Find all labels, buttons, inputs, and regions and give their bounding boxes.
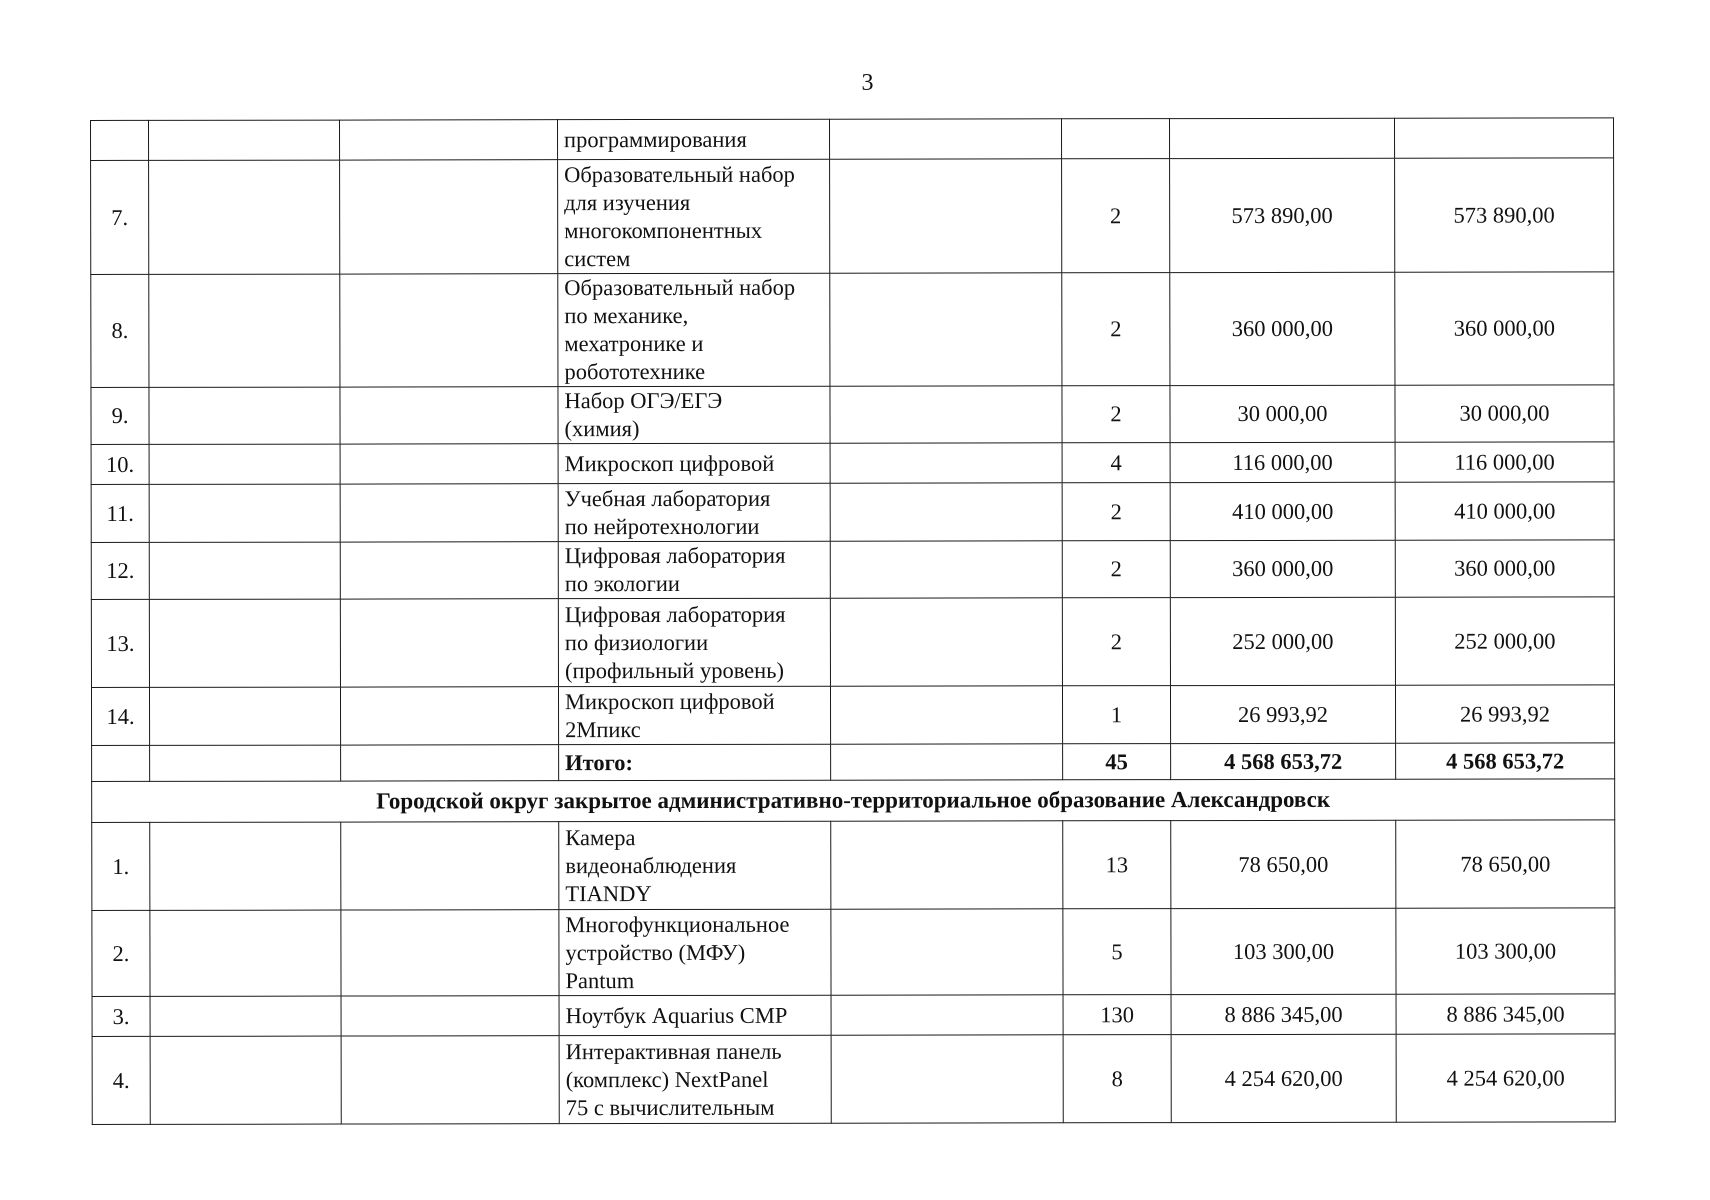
cell-qty: 8 <box>1063 1035 1171 1123</box>
table-row <box>91 442 1614 485</box>
table-row <box>91 685 1614 746</box>
cell-empty <box>340 599 558 687</box>
cell-name <box>559 821 831 909</box>
cell-name-line: по механике, <box>564 302 689 329</box>
table-row <box>91 272 1614 388</box>
cell-empty <box>150 822 341 910</box>
cell-sum: 116 000,00 <box>1395 442 1614 482</box>
cell-empty <box>831 995 1063 1035</box>
cell-sum: 252 000,00 <box>1395 597 1614 685</box>
cell-name-line: Учебная лаборатория <box>564 485 771 511</box>
cell-name-line: многокомпонентных <box>564 217 763 243</box>
cell-empty <box>340 160 558 274</box>
cell-name-line: мехатронике и <box>564 330 704 357</box>
table-row <box>91 385 1614 445</box>
table-row <box>92 820 1615 911</box>
cell-num <box>91 120 149 160</box>
cell-qty: 4 <box>1062 443 1170 483</box>
cell-empty <box>830 598 1062 686</box>
cell-num: 13. <box>91 599 149 687</box>
cell-sum <box>1394 118 1613 158</box>
cell-qty: 2 <box>1062 598 1170 686</box>
cell-name-line: по физиологии <box>564 629 709 655</box>
cell-price: 103 300,00 <box>1171 908 1396 994</box>
cell-name-line: 2Мпикс <box>565 716 641 742</box>
cell-qty: 2 <box>1062 159 1170 273</box>
section-title: Городской округ закрытое административно-территориальное образование Александровск <box>92 779 1615 823</box>
cell-empty <box>150 910 341 996</box>
cell-name-line: робототехнике <box>564 358 706 385</box>
cell-name <box>558 686 830 744</box>
cell-price: 410 000,00 <box>1170 482 1395 540</box>
cell-name-line: по экологии <box>564 570 680 597</box>
cell-price: 4 254 620,00 <box>1171 1034 1396 1122</box>
cell-empty <box>830 443 1062 483</box>
cell-empty <box>830 541 1062 598</box>
cell-num: 9. <box>91 387 149 444</box>
cell-name-line: (комплекс) NextPanel <box>565 1066 769 1092</box>
cell-price: 8 886 345,00 <box>1171 994 1396 1034</box>
cell-name-line: Pantum <box>565 967 635 993</box>
cell-empty <box>829 119 1061 159</box>
cell-empty <box>149 387 340 444</box>
cell-empty <box>150 745 341 781</box>
cell-empty <box>149 274 340 387</box>
cell-name: программирования <box>558 119 830 159</box>
table-row <box>92 908 1615 997</box>
cell-num: 14. <box>91 687 149 745</box>
cell-empty <box>341 996 559 1036</box>
cell-empty <box>830 483 1062 541</box>
cell-name-line: TIANDY <box>565 880 652 906</box>
cell-price: 360 000,00 <box>1170 272 1395 385</box>
cell-qty: 1 <box>1062 686 1170 744</box>
cell-sum: 103 300,00 <box>1396 908 1615 994</box>
cell-qty <box>1061 119 1169 159</box>
cell-empty <box>341 745 559 781</box>
cell-num: 2. <box>92 910 150 996</box>
cell-name-line: Микроскоп цифровой <box>564 450 775 476</box>
cell-empty <box>149 687 340 745</box>
cell-sum: 360 000,00 <box>1395 540 1614 597</box>
cell-qty: 5 <box>1063 909 1171 995</box>
cell-empty <box>831 909 1063 995</box>
cell-name-line: Цифровая лаборатория <box>564 542 786 569</box>
cell-price: 30 000,00 <box>1170 385 1395 442</box>
cell-sum: 360 000,00 <box>1395 272 1614 385</box>
cell-name-line: Микроскоп цифровой <box>564 688 775 714</box>
cell-name-line: (химия) <box>564 416 640 442</box>
cell-empty <box>340 120 558 160</box>
page-number: 3 <box>861 70 874 96</box>
cell-name <box>559 1035 831 1123</box>
cell-name <box>559 995 831 1035</box>
table-row <box>91 482 1614 543</box>
cell-empty <box>149 120 340 160</box>
cell-empty <box>831 1035 1063 1123</box>
cell-sum: 78 650,00 <box>1396 820 1615 908</box>
cell-name <box>558 598 830 686</box>
cell-name-line: Цифровая лаборатория <box>564 601 786 627</box>
cell-empty <box>149 444 340 484</box>
cell-num: 12. <box>91 542 149 599</box>
equipment-table <box>90 117 1616 1125</box>
cell-empty <box>149 599 340 687</box>
cell-empty <box>92 745 150 781</box>
cell-sum: 4 254 620,00 <box>1396 1034 1615 1122</box>
table-row <box>91 158 1614 275</box>
cell-name-line: Набор ОГЭ/ЕГЭ <box>564 387 723 414</box>
total-price: 4 568 653,72 <box>1171 743 1396 779</box>
cell-price <box>1169 118 1394 158</box>
cell-num: 4. <box>92 1036 150 1124</box>
cell-empty <box>831 821 1063 909</box>
cell-qty: 2 <box>1062 386 1170 443</box>
cell-empty <box>341 910 559 996</box>
cell-name <box>558 541 830 598</box>
cell-empty <box>830 686 1062 744</box>
cell-sum: 8 886 345,00 <box>1396 994 1615 1034</box>
cell-sum: 30 000,00 <box>1395 385 1614 442</box>
table-row <box>91 597 1614 688</box>
cell-sum: 410 000,00 <box>1395 482 1614 540</box>
cell-empty <box>340 542 558 599</box>
cell-price: 360 000,00 <box>1170 540 1395 597</box>
cell-empty <box>150 996 341 1036</box>
cell-name-line: устройство (МФУ) <box>565 939 746 965</box>
cell-name <box>558 273 830 386</box>
table-row-continuation <box>91 118 1614 161</box>
table-row <box>91 540 1614 600</box>
cell-name-line: Ноутбук Aquarius CMP <box>565 1002 788 1028</box>
cell-empty <box>341 1036 559 1124</box>
section-row <box>92 779 1615 823</box>
cell-empty <box>831 744 1063 780</box>
cell-sum: 573 890,00 <box>1395 158 1614 272</box>
cell-num: 1. <box>92 822 150 910</box>
cell-empty <box>830 273 1062 386</box>
cell-name-line: (профильный уровень) <box>564 657 784 683</box>
cell-num: 10. <box>91 444 149 484</box>
cell-qty: 2 <box>1062 273 1170 386</box>
cell-price: 573 890,00 <box>1170 158 1395 272</box>
cell-name-line: систем <box>564 245 631 271</box>
cell-num: 3. <box>92 996 150 1036</box>
cell-empty <box>149 542 340 599</box>
cell-name-line: Образовательный набор <box>564 274 796 301</box>
total-sum: 4 568 653,72 <box>1396 743 1615 779</box>
cell-name-line: 75 с вычислительным <box>565 1094 775 1120</box>
cell-empty <box>830 159 1062 273</box>
cell-name <box>559 909 831 995</box>
cell-empty <box>340 484 558 542</box>
table-row <box>92 994 1615 1037</box>
cell-name <box>558 483 830 541</box>
cell-empty <box>340 274 558 387</box>
cell-qty: 13 <box>1063 821 1171 909</box>
cell-name-line: видеонаблюдения <box>565 852 737 878</box>
cell-name <box>558 159 830 273</box>
cell-empty <box>340 687 558 745</box>
table-row <box>92 1034 1615 1125</box>
cell-price: 78 650,00 <box>1171 820 1396 908</box>
cell-name-line: Многофункциональное <box>565 911 790 937</box>
cell-qty: 2 <box>1062 483 1170 541</box>
cell-empty <box>149 484 340 542</box>
cell-empty <box>340 444 558 484</box>
cell-empty <box>149 160 340 274</box>
cell-name-line: Образовательный набор <box>564 161 795 187</box>
cell-empty <box>341 822 559 910</box>
cell-num: 11. <box>91 484 149 542</box>
cell-num: 8. <box>91 274 149 387</box>
total-row <box>92 743 1615 782</box>
cell-price: 26 993,92 <box>1170 685 1395 743</box>
cell-name <box>558 386 830 443</box>
cell-empty <box>830 386 1062 443</box>
cell-empty <box>340 387 558 444</box>
cell-name-line: по нейротехнологии <box>564 513 760 539</box>
cell-name-line: Интерактивная панель <box>565 1038 782 1064</box>
cell-num: 7. <box>91 160 149 274</box>
total-qty: 45 <box>1063 744 1171 780</box>
cell-price: 252 000,00 <box>1170 597 1395 685</box>
cell-name-line: Камера <box>565 824 636 850</box>
cell-name <box>558 443 830 483</box>
cell-qty: 2 <box>1062 541 1170 598</box>
cell-price: 116 000,00 <box>1170 442 1395 482</box>
cell-qty: 130 <box>1063 995 1171 1035</box>
total-label: Итого: <box>559 744 831 780</box>
cell-name-line: для изучения <box>564 189 691 215</box>
cell-empty <box>150 1036 341 1124</box>
cell-sum: 26 993,92 <box>1395 685 1614 743</box>
